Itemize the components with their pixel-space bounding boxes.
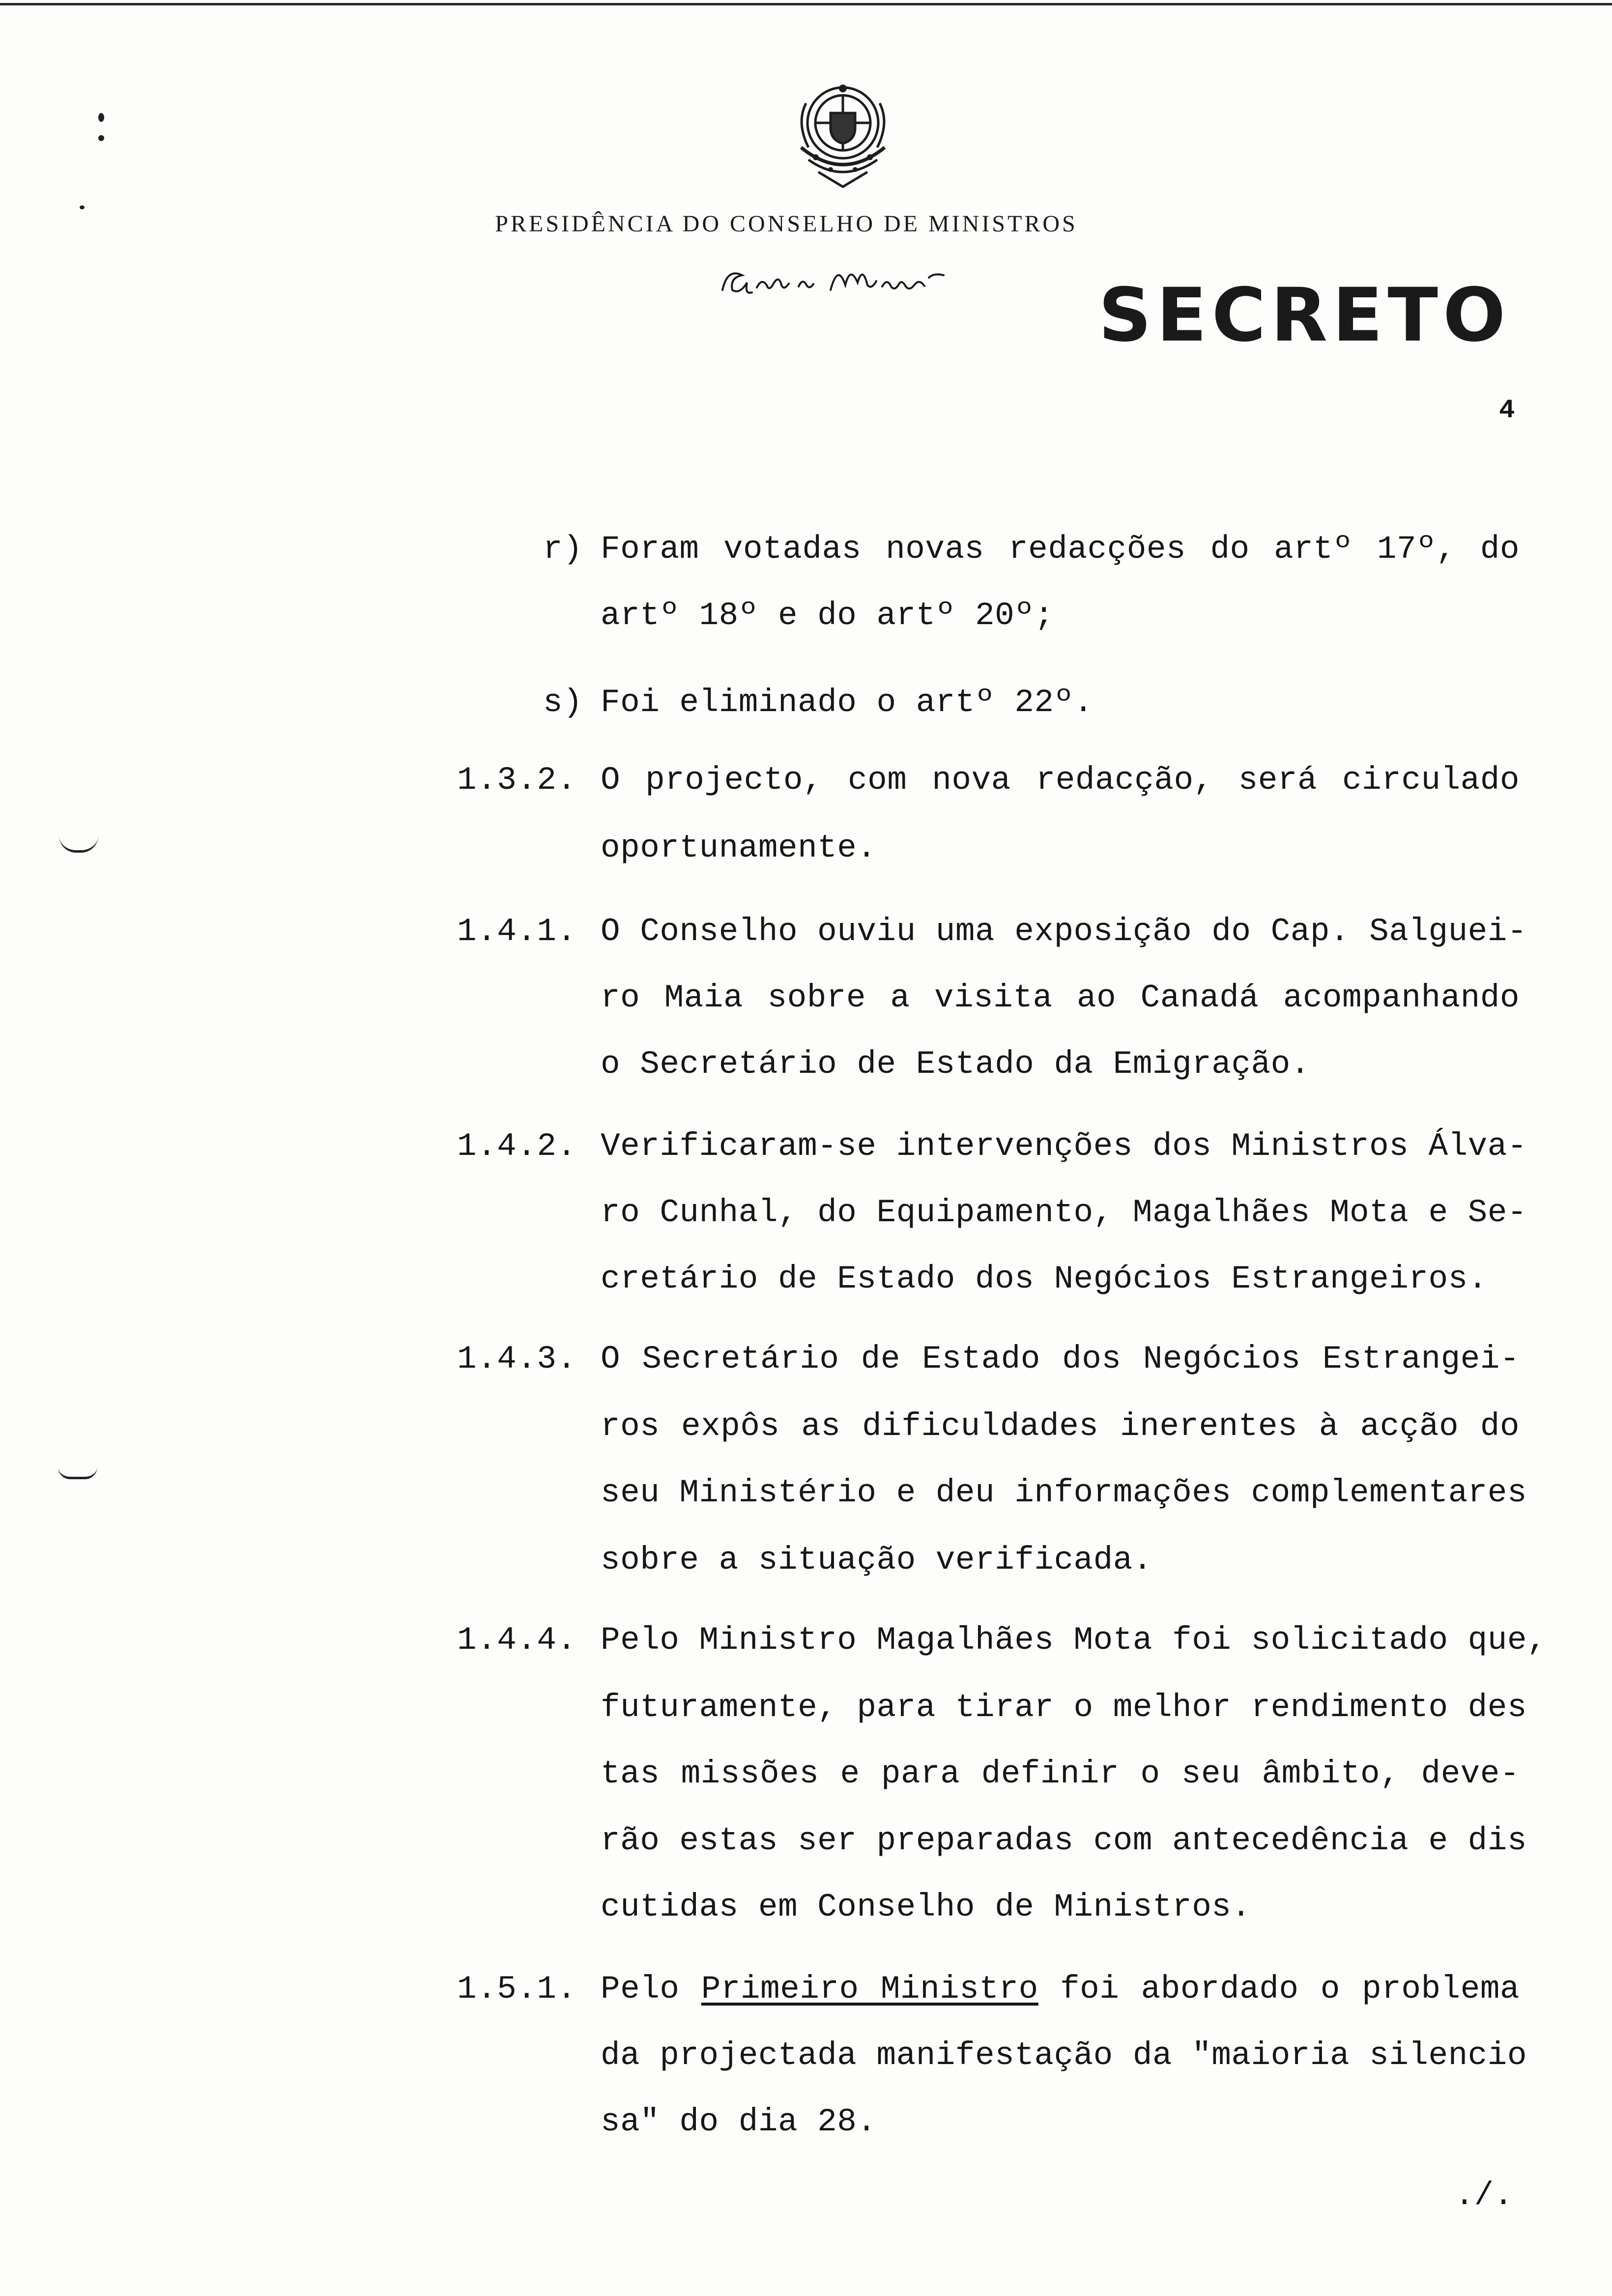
item-number: 1.5.1. (457, 1971, 577, 2008)
item-line: Pelo Ministro Magalhães Mota foi solicitado que, (601, 1622, 1547, 1659)
margin-mark (98, 113, 104, 122)
margin-mark (58, 1467, 97, 1479)
item-line: Verificaram-se intervenções dos Ministros Álva- (601, 1128, 1527, 1165)
continuation-mark: ./. (1455, 2177, 1513, 2214)
item-number: 1.4.3. (457, 1341, 577, 1378)
item-line: futuramente, para tirar o melhor rendimento des (601, 1689, 1527, 1726)
line-text: Pelo (601, 1971, 701, 2008)
margin-mark (80, 205, 85, 209)
item-line: sa" do dia 28. (601, 2103, 877, 2140)
item-line: oportunamente. (601, 830, 877, 866)
item-line: seu Ministério e deu informações complementares (601, 1474, 1527, 1511)
item-line: rão estas ser preparadas com antecedência e dis (601, 1822, 1527, 1859)
item-line: ro Maia sobre a visita ao Canadá acompanhando (601, 979, 1520, 1016)
page-number: 4 (1499, 396, 1515, 426)
item-line: O Secretário de Estado dos Negócios Estrangei- (601, 1341, 1520, 1378)
header-title: PRESIDÊNCIA DO CONSELHO DE MINISTROS (495, 211, 1078, 237)
underlined-term: Primeiro Ministro (701, 1971, 1038, 2008)
item-line: sobre a situação verificada. (601, 1542, 1152, 1578)
item-line: Foram votadas novas redacções do artº 17º, do (601, 531, 1520, 568)
margin-mark (98, 135, 104, 141)
page-top-rule (0, 3, 1612, 5)
item-line: ros expôs as dificuldades inerentes à acção do (601, 1408, 1520, 1445)
item-line: da projectada manifestação da "maioria silencio (601, 2037, 1527, 2074)
margin-mark (59, 835, 98, 853)
item-number: 1.4.4. (457, 1622, 577, 1659)
item-line: O Conselho ouviu uma exposição do Cap. Salguei- (601, 913, 1527, 950)
coat-of-arms-icon (772, 74, 914, 201)
item-number: 1.4.2. (457, 1128, 577, 1165)
item-line: o Secretário de Estado da Emigração. (601, 1046, 1310, 1083)
item-number: 1.3.2. (457, 762, 577, 799)
classification-stamp: SECRETO (1098, 273, 1511, 358)
item-line: Foi eliminado o artº 22º. (601, 684, 1094, 721)
item-number: 1.4.1. (457, 913, 577, 950)
office-signature (713, 263, 968, 302)
item-line: O projecto, com nova redacção, será circulado (601, 762, 1520, 799)
item-line: ro Cunhal, do Equipamento, Magalhães Mota e Se- (601, 1194, 1527, 1231)
item-line: tas missões e para definir o seu âmbito, deve- (601, 1755, 1520, 1792)
item-number: r) (543, 531, 583, 568)
item-line (601, 1971, 1520, 2008)
item-number: s) (543, 684, 583, 721)
item-line: cretário de Estado dos Negócios Estrangeiros. (601, 1261, 1488, 1297)
line-text: foi abordado o problema (1038, 1971, 1520, 2008)
item-line: cutidas em Conselho de Ministros. (601, 1889, 1251, 1925)
item-line: artº 18º e do artº 20º; (601, 597, 1054, 634)
